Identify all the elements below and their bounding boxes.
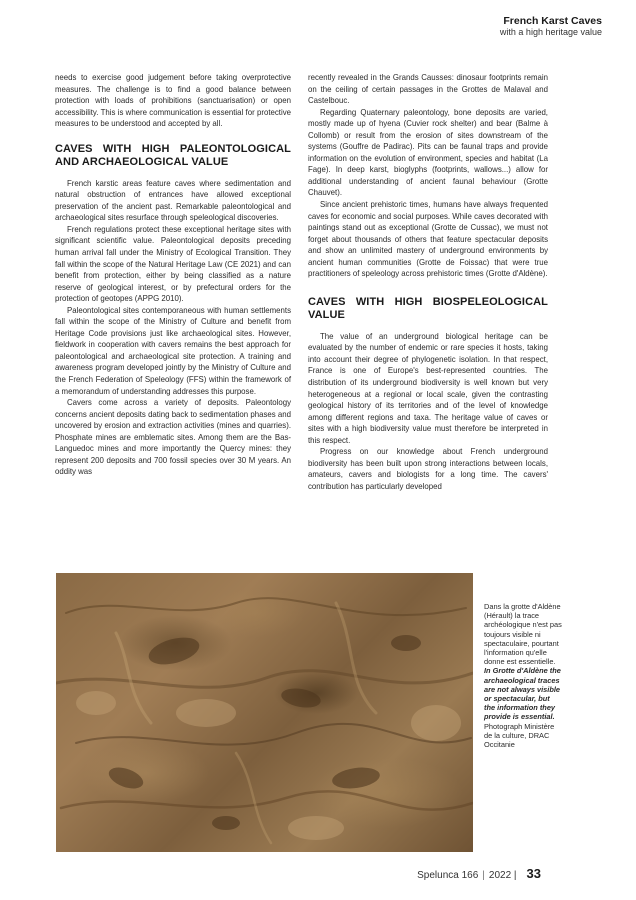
cave-floor-photo bbox=[56, 573, 473, 852]
page-footer bbox=[417, 866, 541, 881]
paragraph: Since ancient prehistoric times, humans have always frequented caves for economic and social purposes. While caves decorated with paintings stand out as exceptional (Grotte de Cussac), we must not forget about thousands of others that feature spectacular deposits and show an unlimited mastery of underground environments by ancient human communities (Grotte de Foissac) that were true practitioners of speleology across prehistoric times (Grotte d'Aldène). bbox=[308, 200, 548, 279]
paragraph: Regarding Quaternary paleontology, bone deposits are varied, mostly made up of hyena (Cuvier rock shelter) and bear (Balme à Collomb) or result from the erosion of sites downstream of the systems (Gouffre de Padirac). Pits can be faunal traps and provide information on the evolution of environment, species and habitat (La Fage). In deep karst, bioglyphs (footprints, wallows...) allow for additional understanding of ancient faunal behaviour (Grotte Chauvet). bbox=[308, 107, 548, 198]
running-header bbox=[500, 16, 602, 38]
paragraph: needs to exercise good judgement before taking overprotective measures. The challenge is to find a good balance between protection with loads of prohibitions (sanctuarisation) or open accessibility. This is where communication is essential for protective measures to be understood and accepted by all. bbox=[55, 73, 291, 129]
section-heading-biospeleological: CAVES WITH HIGH BIOSPELEOLOGICAL VALUE bbox=[308, 295, 548, 321]
footer-separator: | bbox=[482, 870, 485, 881]
footer-year: 2022 | bbox=[488, 870, 517, 881]
page-number: 33 bbox=[526, 866, 541, 881]
paragraph: French karstic areas feature caves where sedimentation and natural obstruction of entrances have allowed exceptional preservation of the ancient past. Remarkable paleontological and archaeological sites resurface through speleological discoveries. bbox=[55, 178, 291, 223]
running-header-subtitle: with a high heritage value bbox=[499, 27, 602, 37]
photo-caption bbox=[484, 602, 562, 749]
paragraph: recently revealed in the Grands Causses: dinosaur footprints remain on the ceiling of certain passages in the Grottes de Malaval and Castelbouc. bbox=[308, 73, 548, 106]
section-heading-paleontological: CAVES WITH HIGH PALEONTOLOGICAL AND ARCHAEOLOGICAL VALUE bbox=[55, 142, 291, 168]
paragraph: Paleontological sites contemporaneous with human settlements fall within the scope of the Ministry of Culture and benefit from Heritage Code provisions just like archaeological sites. However, fieldwork in cooperation with cavers remains the best approach for paleontological and archaeological site protection. A training and awareness program developed jointly by the Ministry of Culture and the French Federation of Speleology (FFS) within the framework of a memorandum of understanding addresses this purpose. bbox=[55, 305, 291, 396]
caption-credit: Photograph Ministère de la culture, DRAC Occitanie bbox=[484, 721, 555, 750]
footer-magazine: Spelunca 166 bbox=[417, 870, 479, 881]
cave-floor-texture bbox=[56, 573, 473, 852]
left-column bbox=[55, 72, 291, 478]
paragraph: French regulations protect these exceptional heritage sites with significant scientific value. Paleontological deposits preceding human arrival fall under the Ministry of Ecological Transition. They fall within the scope of the Natural Heritage Law (CE 2021) and can benefit from protection, either by being classified as a nature reserve of geological interest, or by prefectural orders for the protection of geotopes (APPG 2010). bbox=[55, 224, 291, 304]
paragraph: Cavers come across a variety of deposits. Paleontology concerns ancient deposits dating back to sedimentation phases and uncovered by erosion and extraction activities (mines and quarries). Phosphate mines are emblematic sites. Among them are the Bas-Languedoc mines and more importantly the Quercy mines: they represent 200 deposits and 700 fossil species over 30 M years. An oddity was bbox=[55, 398, 291, 477]
paragraph: Progress on our knowledge about French underground biodiversity has been built upon strong interactions between locals, amateurs, cavers and biologists for a long time. The cavers' contribution has particularly developed bbox=[308, 447, 548, 491]
right-column bbox=[308, 72, 548, 493]
paragraph: The value of an underground biological heritage can be evaluated by the number of endemic or rare species it hosts, taking into account their degree of phylogenetic isolation. In that respect, France is one of Europe's best-represented countries. The distribution of its underground biodiversity is well known but very heterogeneous at a regional or local scale, given the contrasting geological history of its territories and of the level of knowledge among different regions and taxa. The heritage value of caves or sites with a high biodiversity value must therefore be interpreted in this respect. bbox=[308, 331, 548, 445]
running-header-title: French Karst Caves bbox=[503, 15, 602, 27]
caption-french: Dans la grotte d'Aldène (Hérault) la trace archéologique n'est pas toujours visible ni spectaculaire, pourtant l'information qu'elle donne est essentielle. bbox=[484, 602, 562, 667]
caption-english: In Grotte d'Aldène the archaeological traces are not always visible or spectacular, but the information they provide is essential. bbox=[484, 666, 561, 722]
